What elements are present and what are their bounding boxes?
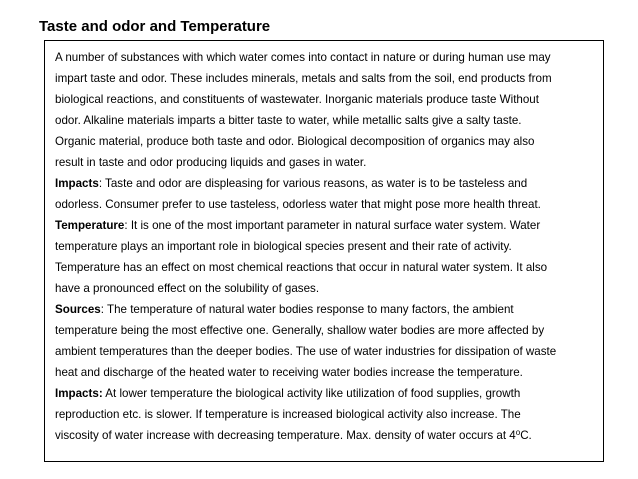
sources-text: : The temperature of natural water bodies response to many factors, the ambient (100, 303, 514, 316)
text-line: temperature plays an important role in biological species present and their rate of activity. (55, 240, 512, 253)
text-line: Organic material, produce both taste and odor. Biological decomposition of organics may also (55, 135, 535, 148)
text-line: have a pronounced effect on the solubility of gases. (55, 282, 320, 295)
impacts-text: : Taste and odor are displeasing for various reasons, as water is to be tasteless and (98, 177, 528, 190)
text-line: odor. Alkaline materials imparts a bitter taste to water, while metallic salts give a salty taste. (55, 114, 522, 127)
impacts-temperature-text: At lower temperature the biological activity like utilization of food supplies, growth (102, 387, 521, 400)
text-line: A number of substances with which water comes into contact in nature or during human use may (55, 51, 551, 64)
text-line: biological reactions, and constituents of wastewater. Inorganic materials produce taste Without (55, 93, 539, 106)
text-line: result in taste and odor producing liquids and gases in water. (55, 156, 367, 169)
page-title: Taste and odor and Temperature (39, 18, 271, 35)
text-content (55, 47, 601, 446)
text-line: Temperature has an effect on most chemical reactions that occur in natural water system. It also (55, 261, 548, 274)
text-line: reproduction etc. is slower. If temperature is increased biological activity also increase. The (55, 408, 521, 421)
text-line: heat and discharge of the heated water to receiving water bodies increase the temperature. (55, 366, 523, 379)
impacts-heading: Impacts (55, 177, 99, 190)
text-line (55, 383, 601, 404)
text-line-last (55, 425, 601, 446)
celsius-unit: C. (520, 429, 532, 442)
text-line (55, 173, 601, 194)
text-line: odorless. Consumer prefer to use tasteless, odorless water that might pose more health threat. (55, 198, 541, 211)
impacts-temperature-heading: Impacts: (55, 387, 103, 400)
text-line (55, 299, 601, 320)
degree-superscript: o (515, 428, 521, 437)
sources-heading: Sources (55, 303, 101, 316)
text-box (44, 40, 604, 462)
text-line (55, 215, 601, 236)
last-line-text: viscosity of water increase with decreasing temperature. Max. density of water occurs at 4 (55, 429, 516, 442)
temperature-text: : It is one of the most important parameter in natural surface water system. Water (124, 219, 541, 232)
text-line: impart taste and odor. These includes minerals, metals and salts from the soil, end products from (55, 72, 552, 85)
text-line: ambient temperatures than the deeper bodies. The use of water industries for dissipation of waste (55, 345, 557, 358)
temperature-heading: Temperature (55, 219, 125, 232)
text-line: temperature being the most effective one. Generally, shallow water bodies are more affected by (55, 324, 545, 337)
